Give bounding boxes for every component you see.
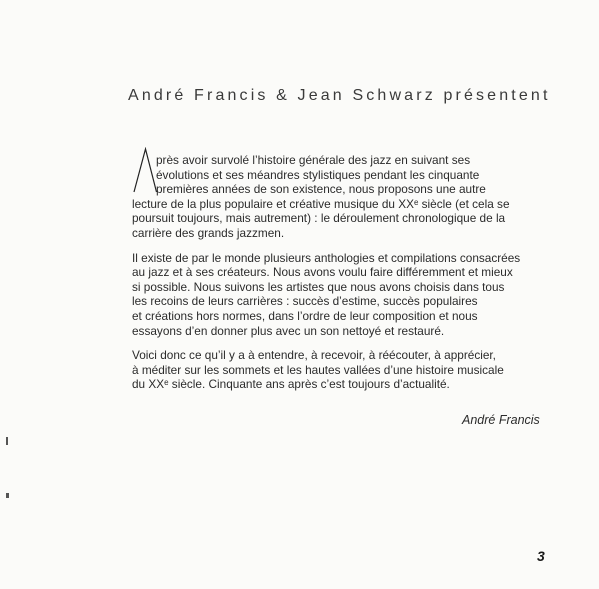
text-line: Voici donc ce qu’il y a à entendre, à recevoir, à réécouter, à apprécier, [132,348,496,363]
text-line: poursuit toujours, mais autrement) : le déroulement chronologique de la [132,211,506,226]
presenters-header: André Francis & Jean Schwarz présentent [128,87,551,104]
text-line: évolutions et ses méandres stylistiques pendant les cinquante [156,167,480,182]
text-line: lecture de la plus populaire et créative musique du XXᵉ siècle (et cela se [132,196,510,211]
text-line: près avoir survolé l’histoire générale des jazz en suivant ses [156,153,471,167]
text-line: les recoins de leurs carrières : succès d’estime, succès populaires [132,294,478,309]
text-line: au jazz et à ses créateurs. Nous avons voulu faire différemment et mieux [132,265,513,280]
text-line: du XXᵉ siècle. Cinquante ans après c’est toujours d’actualité. [132,377,450,392]
author-signature: André Francis [462,413,540,427]
paragraph-anthologies [132,251,553,339]
text-line: et créations hors normes, dans l’ordre de leur composition et nous [132,308,478,323]
page-number: 3 [537,548,545,564]
text-line: à méditer sur les sommets et les hautes vallées d’une histoire musicale [132,362,504,377]
text-line: Il existe de par le monde plusieurs anthologies et compilations consacrées [132,250,521,265]
paragraph-conclusion [132,348,553,392]
text-line: essayons d’en donner plus avec un son nettoyé et restauré. [132,323,445,338]
text-line: carrière des grands jazzmen. [132,225,285,240]
paragraph-intro [132,153,553,241]
foreword-body [132,153,553,392]
text-line: premières années de son existence, nous proposons une autre [156,182,486,197]
scan-mark [6,437,8,445]
scan-mark [6,493,9,498]
text-line: si possible. Nous suivons les artistes que nous avons choisis dans tous [132,279,505,294]
